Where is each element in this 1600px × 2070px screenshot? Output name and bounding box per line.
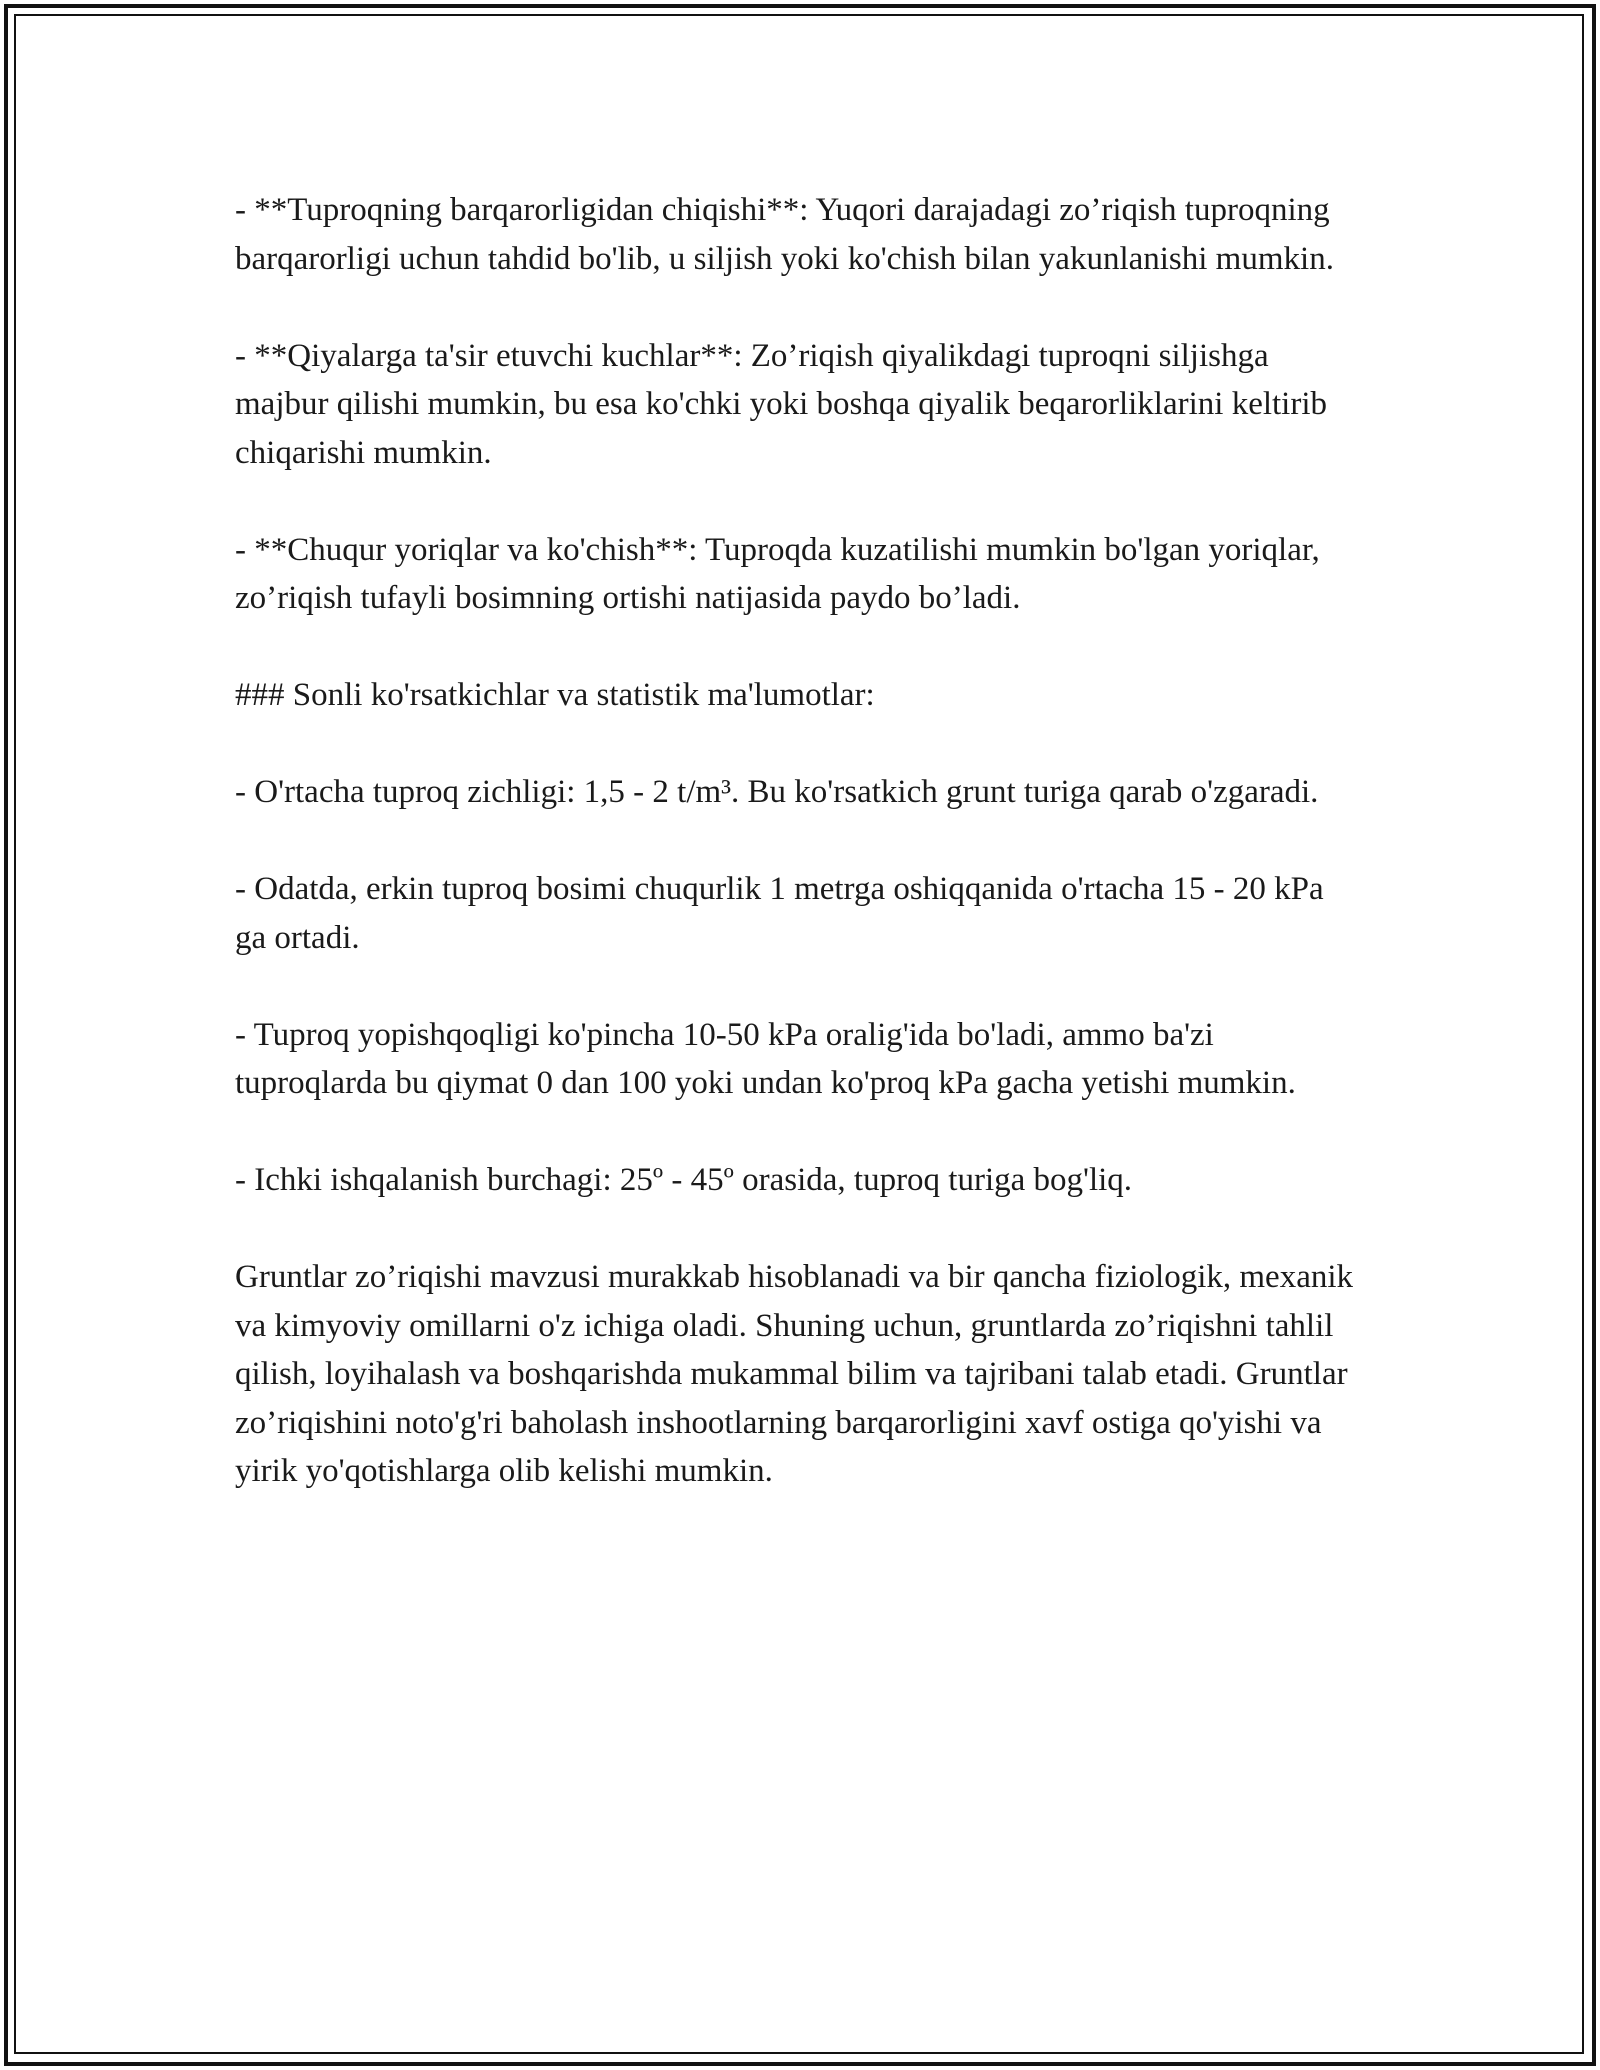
paragraph-soil-pressure: - Odatda, erkin tuproq bosimi chuqurlik 1 metrga oshiqqanida o'rtacha 15 - 20 kPa ga ortadi. [235, 871, 1324, 956]
paragraph-spacer [235, 1205, 1355, 1254]
paragraph-cohesion: - Tuproq yopishqoqligi ko'pincha 10-50 kPa oralig'ida bo'ladi, ammo ba'zi tuproqlarda bu qiymat 0 dan 100 yoki undan ko'proq kPa gacha yetishi mumkin. [235, 1016, 1296, 1101]
paragraph-friction-angle: - Ichki ishqalanish burchagi: 25º - 45º orasida, tuproq turiga bog'liq. [235, 1162, 1133, 1198]
paragraph-deep-cracks: - **Chuqur yoriqlar va ko'chish**: Tuproqda kuzatilishi mumkin bo'lgan yoriqlar, zo’riqish tufayli bosimning ortishi natijasida paydo bo’ladi. [235, 531, 1320, 616]
document-body [235, 186, 1355, 1496]
paragraph-soil-stability-loss: - **Tuproqning barqarorligidan chiqishi**: Yuqori darajadagi zo’riqish tuproqning barqarorligi uchun tahdid bo'lib, u siljish yoki ko'chish bilan yakunlanishi mumkin. [235, 192, 1334, 277]
paragraph-spacer [235, 623, 1355, 672]
paragraph-spacer [235, 283, 1355, 332]
paragraph-slope-forces: - **Qiyalarga ta'sir etuvchi kuchlar**: Zo’riqish qiyalikdagi tuproqni siljishga majbur qilishi mumkin, bu esa ko'chki yoki boshqa qiyalik beqarorliklarini keltirib chiqarishi mumkin. [235, 337, 1328, 471]
paragraph-spacer [235, 1108, 1355, 1157]
paragraph-spacer [235, 477, 1355, 526]
paragraph-spacer [235, 962, 1355, 1011]
section-heading-numeric-indicators: ### Sonli ko'rsatkichlar va statistik ma'lumotlar: [235, 677, 875, 713]
paragraph-spacer [235, 817, 1355, 866]
paragraph-conclusion: Gruntlar zo’riqishi mavzusi murakkab hisoblanadi va bir qancha fiziologik, mexanik va kimyoviy omillarni o'z ichiga oladi. Shuning uchun, gruntlarda zo’riqishni tahlil qilish, loyihalash va boshqarishda mukammal bilim va tajribani talab etadi. Gruntlar zo’riqishini noto'g'ri baholash inshootlarning barqarorligini xavf ostiga qo'yishi va yirik yo'qotishlarga olib kelishi mumkin. [235, 1259, 1354, 1489]
paragraph-spacer [235, 720, 1355, 769]
paragraph-soil-density: - O'rtacha tuproq zichligi: 1,5 - 2 t/m³. Bu ko'rsatkich grunt turiga qarab o'zgaradi. [235, 774, 1319, 810]
